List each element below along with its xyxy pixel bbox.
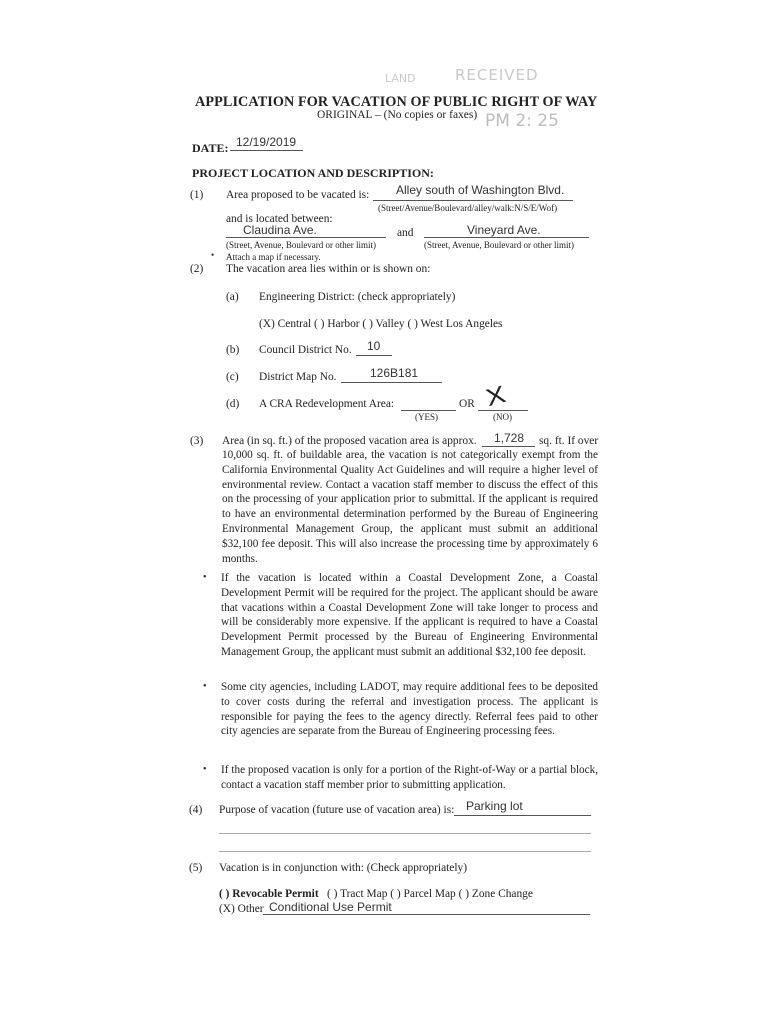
item2a-label: Engineering District: (check appropriately): [259, 291, 456, 303]
district-map-label: District Map No.: [259, 371, 337, 383]
conjunction-options: ( ) Tract Map ( ) Parcel Map ( ) Zone Change: [327, 888, 533, 900]
street-a-underline: [226, 237, 386, 238]
conjunction-label: Vacation is in conjunction with: (Check appropriately): [219, 862, 467, 874]
item1-label: Area proposed to be vacated is:: [226, 189, 370, 201]
partial-bullet: If the proposed vacation is only for a portion of the Right-of-Way or a partial block, contact a vacation staff member prior to submitting application.: [221, 764, 598, 791]
item2-number: (2): [190, 263, 204, 275]
street-b-hint: (Street, Avenue, Boulevard or other limit): [424, 240, 575, 250]
and-label: and: [397, 227, 414, 239]
page-subtitle: ORIGINAL – (No copies or faxes): [317, 109, 478, 121]
item2b-number: (b): [226, 344, 240, 356]
item4-number: (4): [189, 804, 203, 816]
bullet-dot-3: •: [203, 764, 207, 775]
received-stamp-land: LAND: [385, 72, 416, 85]
item5-number: (5): [189, 862, 203, 874]
district-map-value: 126B181: [370, 366, 419, 380]
attach-note: Attach a map if necessary.: [226, 252, 321, 262]
date-underline: [230, 150, 303, 151]
item3-number: (3): [190, 435, 204, 447]
purpose-label: Purpose of vacation (future use of vacation area) is:: [219, 804, 455, 816]
item1-value: Alley south of Washington Blvd.: [396, 183, 565, 197]
other-option-label: (X) Other: [219, 903, 264, 915]
purpose-underline-1: [454, 815, 591, 816]
coastal-bullet: If the vacation is located within a Coastal Development Zone, a Coastal Development Permit will be required for the project. The applicant should be aware that vacations within a Coastal Development Zone will take longer to process and will be considerably more expensive. If the applicant is required to have a Coastal Development Permit processed by the Bureau of Engineering Environmental Management Group, the applicant must submit an additional $32,100 fee deposit.: [221, 572, 598, 658]
council-district-underline: [356, 355, 392, 356]
item1-underline: [373, 200, 573, 201]
council-district-label: Council District No.: [259, 344, 352, 356]
cra-label: A CRA Redevelopment Area:: [259, 398, 395, 410]
street-b-value: Vineyard Ave.: [467, 223, 541, 237]
cra-yes-label: (YES): [415, 412, 438, 422]
street-b-underline: [424, 237, 589, 238]
item3-line1-pre: Area (in sq. ft.) of the proposed vacation area is approx.: [222, 435, 477, 447]
cra-no-checkmark: X: [483, 380, 509, 413]
received-stamp: RECEIVED: [455, 66, 539, 84]
item1-between-label: and is located between:: [226, 213, 333, 225]
cra-no-line: [478, 410, 528, 411]
purpose-underline-2: [219, 833, 591, 834]
street-a-hint: (Street, Avenue, Boulevard or other limit): [226, 240, 377, 250]
other-option-underline: [263, 914, 590, 915]
area-underline: [482, 446, 535, 447]
fees-bullet: Some city agencies, including LADOT, may require additional fees to be deposited to cover costs during the referral and investigation process. The applicant is responsible for paying the fees to the agency directly. Referral fees paid to other city agencies are separate from the Bureau of Engineering processing fees.: [221, 681, 598, 738]
date-value: 12/19/2019: [236, 135, 297, 149]
district-map-underline: [341, 382, 442, 383]
received-stamp-time: PM 2: 25: [485, 111, 559, 131]
item1-hint: (Street/Avenue/Boulevard/alley/walk:N/S/E/Wof): [378, 203, 558, 213]
area-value: 1,728: [494, 431, 525, 445]
attach-bullet: •: [211, 250, 215, 260]
purpose-value: Parking lot: [466, 799, 523, 813]
item2a-number: (a): [226, 291, 239, 303]
revocable-permit-option: ( ) Revocable Permit: [219, 888, 319, 900]
bullet-dot-2: •: [203, 681, 207, 692]
item2d-number: (d): [226, 398, 240, 410]
purpose-underline-3: [219, 851, 591, 852]
cra-yes-line: [401, 410, 456, 411]
cra-or: OR: [459, 398, 475, 410]
street-a-value: Claudina Ave.: [243, 223, 317, 237]
district-options: (X) Central ( ) Harbor ( ) Valley ( ) West Los Angeles: [259, 318, 503, 330]
item2-label: The vacation area lies within or is shown on:: [226, 263, 431, 275]
item3-paragraph: 10,000 sq. ft. of buildable area, the vacation is not categorically exempt from the California Environmental Quality Act Guidelines and will require a higher level of environmental review. Contact a vacation staff member to discuss the effect of this on the processing of your application prior to submittal. If the applicant is required to have an environmental determination performed by the Bureau of Engineering Environmental Management Group, the applicant must submit an additional $32,100 fee deposit. This will also increase the processing time by approximately 6 months.: [222, 449, 598, 565]
council-district-value: 10: [367, 339, 381, 353]
date-label: DATE:: [192, 141, 229, 155]
item1-number: (1): [190, 189, 204, 201]
other-option-value: Conditional Use Permit: [269, 900, 392, 914]
page-title: APPLICATION FOR VACATION OF PUBLIC RIGHT OF WAY: [195, 94, 598, 110]
cra-no-label: (NO): [493, 412, 512, 422]
item2c-number: (c): [226, 371, 239, 383]
bullet-dot-1: •: [203, 572, 207, 583]
section-heading: PROJECT LOCATION AND DESCRIPTION:: [192, 166, 434, 180]
item3-line1-post: sq. ft. If over: [539, 435, 599, 447]
